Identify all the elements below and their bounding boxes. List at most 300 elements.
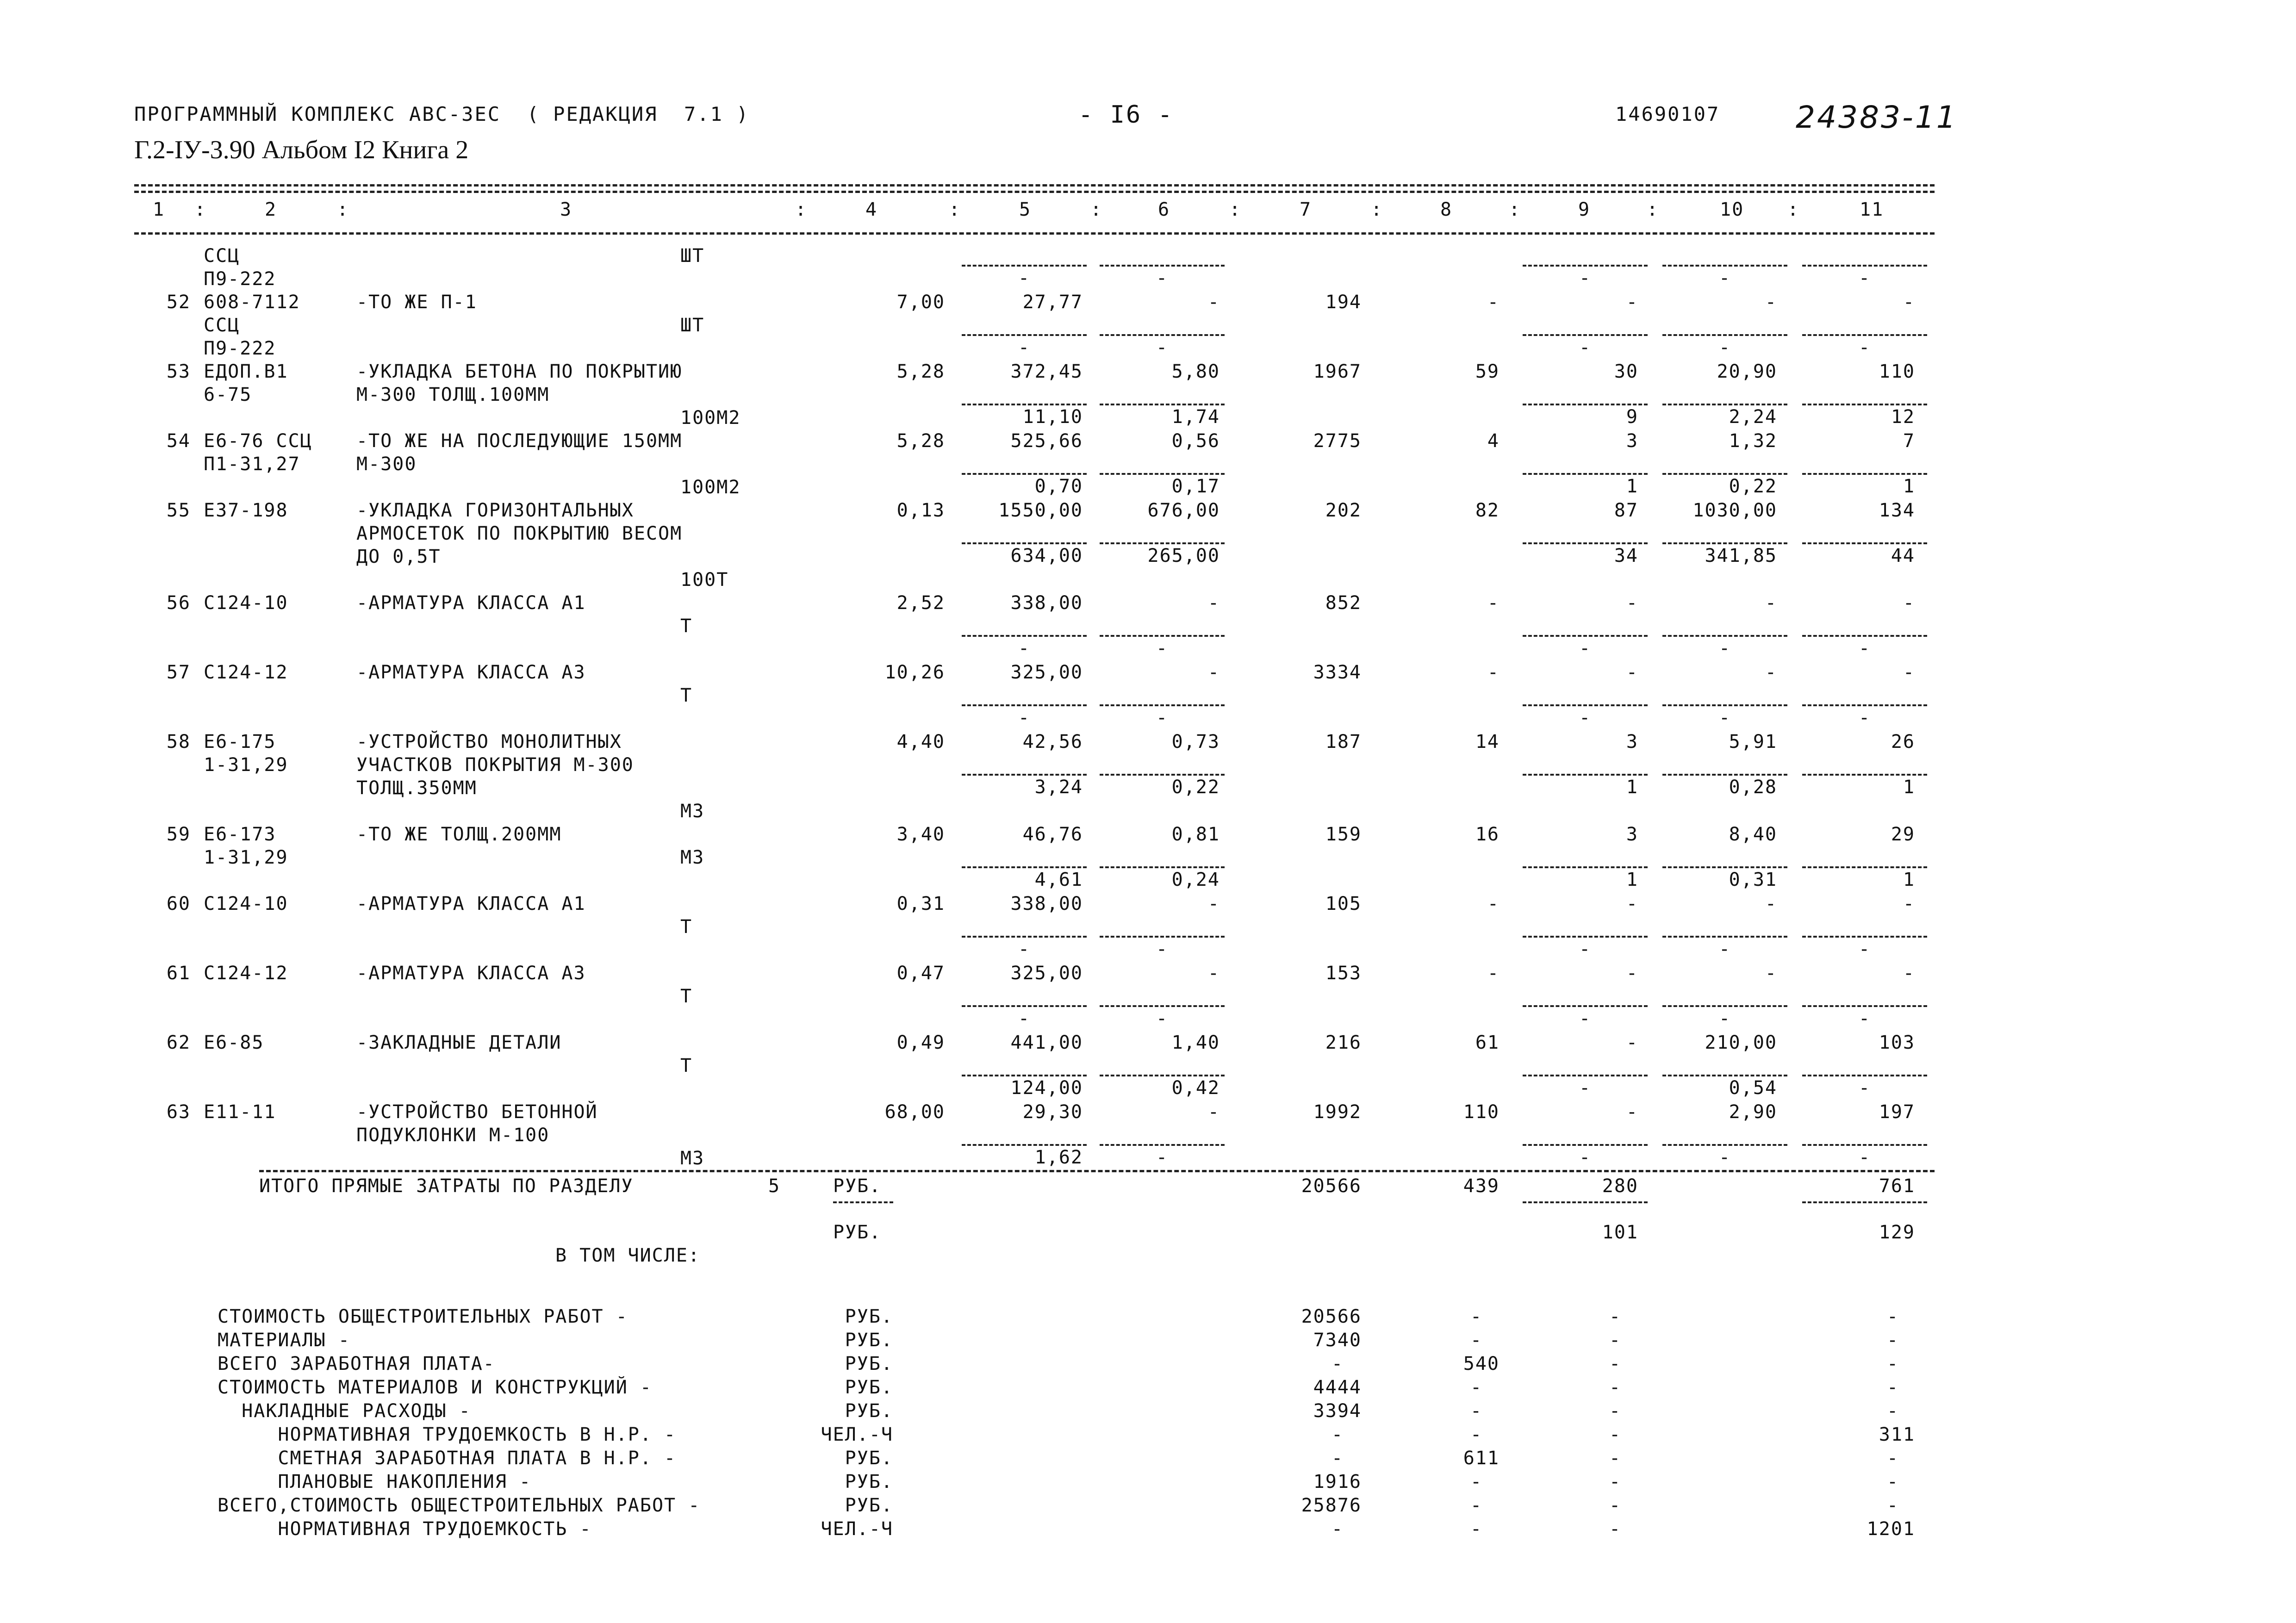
summary-c8: - bbox=[1470, 1495, 1483, 1516]
column-number-5: 5 bbox=[1019, 199, 1032, 220]
work-description: ТОЛЩ.350ММ bbox=[356, 777, 477, 799]
value-c9b: - bbox=[1579, 939, 1592, 960]
column-separator: : bbox=[1509, 199, 1521, 220]
value-c8: - bbox=[1487, 292, 1500, 313]
value-c11b: 1 bbox=[1903, 777, 1915, 798]
value-c5b: 11,10 bbox=[1022, 406, 1083, 428]
value-c9: - bbox=[1626, 1101, 1638, 1123]
value-c11b: - bbox=[1858, 707, 1871, 728]
summary-c7: - bbox=[1331, 1424, 1344, 1445]
value-c10: 8,40 bbox=[1729, 824, 1777, 845]
value-c7: 105 bbox=[1325, 893, 1362, 914]
value-c9b: - bbox=[1579, 1147, 1592, 1168]
work-description: -ТО ЖЕ НА ПОСЛЕДУЮЩИЕ 150ММ bbox=[356, 430, 683, 452]
summary-c7: 4444 bbox=[1313, 1377, 1362, 1398]
value-c5: 338,00 bbox=[1010, 893, 1083, 914]
value-c6b: - bbox=[1156, 939, 1169, 960]
summary-c11: - bbox=[1886, 1377, 1899, 1398]
unit-of-measure: 100Т bbox=[680, 569, 729, 591]
page-number: - I6 - bbox=[1078, 101, 1174, 129]
column-separator: : bbox=[949, 199, 961, 220]
work-description: -УСТРОЙСТВО МОНОЛИТНЫХ bbox=[356, 731, 622, 752]
value-c8: - bbox=[1487, 662, 1500, 683]
resource-code: Е6-76 ССЦ bbox=[204, 430, 312, 452]
value-c8: - bbox=[1487, 592, 1500, 614]
summary-c11: - bbox=[1886, 1330, 1899, 1351]
row-number: 54 bbox=[166, 430, 191, 452]
value-c7: 159 bbox=[1325, 824, 1362, 845]
column-separator: : bbox=[1787, 199, 1800, 220]
value-c10: - bbox=[1765, 592, 1777, 614]
resource-code: П1-31,27 bbox=[204, 454, 300, 475]
top-rule bbox=[134, 184, 1935, 187]
value-c10b: 2,24 bbox=[1729, 406, 1777, 428]
value-c9b: 1 bbox=[1626, 869, 1638, 890]
value-c6b: 0,24 bbox=[1171, 869, 1220, 890]
value-c10b: 0,54 bbox=[1729, 1077, 1777, 1099]
summary-label: ВСЕГО,СТОИМОСТЬ ОБЩЕСТРОИТЕЛЬНЫХ РАБОТ - bbox=[218, 1495, 701, 1516]
value-c6b: 0,42 bbox=[1171, 1077, 1220, 1099]
resource-code: С124-12 bbox=[204, 963, 288, 984]
summary-c11: - bbox=[1886, 1400, 1899, 1422]
value-c5: 46,76 bbox=[1022, 824, 1083, 845]
value-c10: 1030,00 bbox=[1692, 500, 1777, 521]
totals-rule bbox=[833, 1201, 893, 1203]
summary-c11: - bbox=[1886, 1471, 1899, 1492]
value-c10: - bbox=[1765, 893, 1777, 914]
column-separator: : bbox=[1647, 199, 1659, 220]
value-c11: 134 bbox=[1879, 500, 1915, 521]
column-number-1: 1 bbox=[153, 199, 165, 220]
value-c5: 1550,00 bbox=[998, 500, 1083, 521]
column-separator: : bbox=[1371, 199, 1383, 220]
value-c7: 3334 bbox=[1313, 662, 1362, 683]
value-c10: 210,00 bbox=[1705, 1032, 1777, 1053]
summary-c9: - bbox=[1609, 1424, 1622, 1445]
summary-label: СМЕТНАЯ ЗАРАБОТНАЯ ПЛАТА В Н.Р. - bbox=[218, 1448, 677, 1469]
value-c5b: 1,62 bbox=[1034, 1147, 1083, 1168]
value-c11: 103 bbox=[1879, 1032, 1915, 1053]
value-c5b: 0,70 bbox=[1034, 476, 1083, 497]
value-c10: - bbox=[1765, 963, 1777, 984]
summary-c11: - bbox=[1886, 1306, 1899, 1327]
value-c4: 0,13 bbox=[896, 500, 945, 521]
value-c8: - bbox=[1487, 893, 1500, 914]
value-c11b: 1 bbox=[1903, 476, 1915, 497]
row-number: 59 bbox=[166, 824, 191, 845]
resource-code: 1-31,29 bbox=[204, 847, 288, 868]
row-number: 62 bbox=[166, 1032, 191, 1053]
summary-label: НОРМАТИВНАЯ ТРУДОЕМКОСТЬ - bbox=[218, 1518, 592, 1540]
value-c5: 372,45 bbox=[1010, 361, 1083, 382]
value-c6: 0,73 bbox=[1171, 731, 1220, 752]
value-c4: 0,47 bbox=[896, 963, 945, 984]
row-number: 61 bbox=[166, 963, 191, 984]
value-c9: 3 bbox=[1626, 430, 1638, 452]
summary-unit: РУБ. bbox=[845, 1471, 893, 1492]
value-c10: 2,90 bbox=[1729, 1101, 1777, 1123]
value-c9: - bbox=[1626, 963, 1638, 984]
totals-label: ИТОГО ПРЯМЫЕ ЗАТРАТЫ ПО РАЗДЕЛУ bbox=[259, 1175, 634, 1197]
value-c5b: 634,00 bbox=[1010, 545, 1083, 566]
unit-of-measure: Т bbox=[680, 986, 693, 1007]
summary-c8: - bbox=[1470, 1518, 1483, 1540]
value-c9: 3 bbox=[1626, 731, 1638, 752]
summary-c9: - bbox=[1609, 1400, 1622, 1422]
value-c6: 0,56 bbox=[1171, 430, 1220, 452]
value-c11b: 1 bbox=[1903, 869, 1915, 890]
column-number-3: 3 bbox=[560, 199, 572, 220]
unit-of-measure: Т bbox=[680, 1055, 693, 1076]
album-subtitle: Г.2-IУ-3.90 Альбом I2 Книга 2 bbox=[134, 136, 469, 164]
summary-c9: - bbox=[1609, 1353, 1622, 1374]
summary-unit: РУБ. bbox=[845, 1353, 893, 1374]
value-c6b: - bbox=[1156, 1008, 1169, 1029]
value-c11: - bbox=[1903, 963, 1915, 984]
summary-c8: - bbox=[1470, 1377, 1483, 1398]
value-c9b: - bbox=[1579, 267, 1592, 289]
value-c11: - bbox=[1903, 893, 1915, 914]
summary-unit: РУБ. bbox=[845, 1330, 893, 1351]
summary-c9: - bbox=[1609, 1330, 1622, 1351]
resource-code: Е11-11 bbox=[204, 1101, 276, 1123]
work-description: М-300 bbox=[356, 454, 417, 475]
value-c4: 3,40 bbox=[896, 824, 945, 845]
column-separator: : bbox=[1229, 199, 1242, 220]
summary-unit: РУБ. bbox=[845, 1400, 893, 1422]
value-c4: 10,26 bbox=[884, 662, 945, 683]
value-c6: 676,00 bbox=[1147, 500, 1220, 521]
resource-code: С124-12 bbox=[204, 662, 288, 683]
value-c10b: - bbox=[1718, 267, 1731, 289]
value-c4: 0,31 bbox=[896, 893, 945, 914]
summary-c7: 20566 bbox=[1301, 1306, 1362, 1327]
summary-c7: 3394 bbox=[1313, 1400, 1362, 1422]
row-number: 56 bbox=[166, 592, 191, 614]
totals-rule bbox=[1802, 1201, 1927, 1203]
summary-c11: - bbox=[1886, 1448, 1899, 1469]
value-c6: - bbox=[1207, 662, 1220, 683]
value-c11b: - bbox=[1858, 1077, 1871, 1099]
value-c9: - bbox=[1626, 592, 1638, 614]
value-c5: 27,77 bbox=[1022, 292, 1083, 313]
row-number: 53 bbox=[166, 361, 191, 382]
summary-unit: ЧЕЛ.-Ч bbox=[821, 1424, 893, 1445]
summary-c8: - bbox=[1470, 1330, 1483, 1351]
value-c8: 14 bbox=[1475, 731, 1500, 752]
value-c6b: - bbox=[1156, 707, 1169, 728]
value-c10: 1,32 bbox=[1729, 430, 1777, 452]
including-heading: В ТОМ ЧИСЛЕ: bbox=[555, 1245, 700, 1266]
value-c5b: - bbox=[1018, 337, 1031, 358]
work-description: ДО 0,5Т bbox=[356, 546, 441, 567]
row-number: 55 bbox=[166, 500, 191, 521]
work-description: -УКЛАДКА БЕТОНА ПО ПОКРЫТИЮ bbox=[356, 361, 683, 382]
column-separator: : bbox=[194, 199, 207, 220]
value-c5b: - bbox=[1018, 1008, 1031, 1029]
value-c6: 0,81 bbox=[1171, 824, 1220, 845]
value-c5: 338,00 bbox=[1010, 592, 1083, 614]
summary-c8: - bbox=[1470, 1424, 1483, 1445]
value-c11b: - bbox=[1858, 267, 1871, 289]
totals-c9: 280 bbox=[1602, 1175, 1638, 1197]
value-c6: - bbox=[1207, 893, 1220, 914]
value-c11: - bbox=[1903, 592, 1915, 614]
value-c6: - bbox=[1207, 592, 1220, 614]
work-description: -ЗАКЛАДНЫЕ ДЕТАЛИ bbox=[356, 1032, 562, 1053]
value-c9: 3 bbox=[1626, 824, 1638, 845]
value-c9: - bbox=[1626, 662, 1638, 683]
summary-c11: 1201 bbox=[1867, 1518, 1915, 1540]
value-c9: 30 bbox=[1614, 361, 1638, 382]
summary-c7: - bbox=[1331, 1353, 1344, 1374]
summary-label: СТОИМОСТЬ ОБЩЕСТРОИТЕЛЬНЫХ РАБОТ - bbox=[218, 1306, 628, 1327]
handwritten-number: 24383-11 bbox=[1796, 99, 1958, 135]
unit-of-measure: 100М2 bbox=[680, 477, 741, 498]
value-c11b: - bbox=[1858, 337, 1871, 358]
value-c9b: - bbox=[1579, 638, 1592, 659]
value-c7: 1967 bbox=[1313, 361, 1362, 382]
work-description: М-300 ТОЛЩ.100ММ bbox=[356, 384, 550, 405]
value-c8: 110 bbox=[1463, 1101, 1500, 1123]
value-c5b: - bbox=[1018, 939, 1031, 960]
summary-c7: 25876 bbox=[1301, 1495, 1362, 1516]
value-c11: 29 bbox=[1891, 824, 1915, 845]
summary-c7: - bbox=[1331, 1518, 1344, 1540]
value-c10b: - bbox=[1718, 1008, 1731, 1029]
work-description: -АРМАТУРА КЛАССА А3 bbox=[356, 662, 586, 683]
value-c10: - bbox=[1765, 662, 1777, 683]
value-c9: - bbox=[1626, 893, 1638, 914]
column-number-8: 8 bbox=[1440, 199, 1453, 220]
value-c4: 7,00 bbox=[896, 292, 945, 313]
summary-unit: РУБ. bbox=[845, 1377, 893, 1398]
document-code: 14690107 bbox=[1615, 103, 1720, 125]
unit-of-measure: М3 bbox=[680, 1148, 705, 1169]
work-description: -ТО ЖЕ П-1 bbox=[356, 292, 477, 313]
value-c6: - bbox=[1207, 292, 1220, 313]
summary-c9: - bbox=[1609, 1377, 1622, 1398]
value-c5: 325,00 bbox=[1010, 662, 1083, 683]
value-c11: 7 bbox=[1903, 430, 1915, 452]
row-number: 63 bbox=[166, 1101, 191, 1123]
resource-code: Е6-85 bbox=[204, 1032, 264, 1053]
summary-unit: РУБ. bbox=[845, 1448, 893, 1469]
value-c6b: - bbox=[1156, 1147, 1169, 1168]
summary-c8: - bbox=[1470, 1471, 1483, 1492]
value-c8: 59 bbox=[1475, 361, 1500, 382]
value-c7: 1992 bbox=[1313, 1101, 1362, 1123]
unit-of-measure: М3 bbox=[680, 801, 705, 822]
work-description: -АРМАТУРА КЛАССА А3 bbox=[356, 963, 586, 984]
value-c7: 194 bbox=[1325, 292, 1362, 313]
summary-unit: РУБ. bbox=[845, 1306, 893, 1327]
value-c6b: 1,74 bbox=[1171, 406, 1220, 428]
value-c9b: - bbox=[1579, 1077, 1592, 1099]
summary-label: НАКЛАДНЫЕ РАСХОДЫ - bbox=[218, 1400, 471, 1422]
work-description: -АРМАТУРА КЛАССА А1 bbox=[356, 893, 586, 914]
value-c10: 5,91 bbox=[1729, 731, 1777, 752]
value-c5: 325,00 bbox=[1010, 963, 1083, 984]
totals-c9b: 101 bbox=[1602, 1222, 1638, 1243]
summary-c8: - bbox=[1470, 1400, 1483, 1422]
summary-c9: - bbox=[1609, 1495, 1622, 1516]
value-c10b: - bbox=[1718, 939, 1731, 960]
value-c11b: - bbox=[1858, 1008, 1871, 1029]
value-c4: 5,28 bbox=[896, 361, 945, 382]
summary-c11: 311 bbox=[1879, 1424, 1915, 1445]
summary-unit: РУБ. bbox=[845, 1495, 893, 1516]
unit-of-measure: 100М2 bbox=[680, 407, 741, 429]
section-number: 5 bbox=[768, 1175, 781, 1197]
resource-code: ССЦ bbox=[204, 245, 240, 267]
summary-label: ПЛАНОВЫЕ НАКОПЛЕНИЯ - bbox=[218, 1471, 532, 1492]
resource-code: 1-31,29 bbox=[204, 754, 288, 776]
value-c11b: - bbox=[1858, 1147, 1871, 1168]
value-c7: 852 bbox=[1325, 592, 1362, 614]
resource-code: П9-222 bbox=[204, 338, 276, 359]
value-c11: - bbox=[1903, 662, 1915, 683]
value-c11: 197 bbox=[1879, 1101, 1915, 1123]
value-c5b: - bbox=[1018, 707, 1031, 728]
value-c11b: 44 bbox=[1891, 545, 1915, 566]
work-description: АРМОСЕТОК ПО ПОКРЫТИЮ ВЕСОМ bbox=[356, 523, 683, 544]
value-c6b: 265,00 bbox=[1147, 545, 1220, 566]
value-c8: - bbox=[1487, 963, 1500, 984]
value-c10b: 341,85 bbox=[1705, 545, 1777, 566]
column-number-6: 6 bbox=[1158, 199, 1170, 220]
value-c6: 5,80 bbox=[1171, 361, 1220, 382]
value-c8: 4 bbox=[1487, 430, 1500, 452]
totals-c8: 439 bbox=[1463, 1175, 1500, 1197]
value-c10b: - bbox=[1718, 638, 1731, 659]
value-c10b: - bbox=[1718, 337, 1731, 358]
value-c5b: 124,00 bbox=[1010, 1077, 1083, 1099]
summary-label: СТОИМОСТЬ МАТЕРИАЛОВ И КОНСТРУКЦИЙ - bbox=[218, 1377, 652, 1398]
value-c11b: - bbox=[1858, 638, 1871, 659]
value-c9b: 9 bbox=[1626, 406, 1638, 428]
row-number: 52 bbox=[166, 292, 191, 313]
value-c4: 2,52 bbox=[896, 592, 945, 614]
value-c6: 1,40 bbox=[1171, 1032, 1220, 1053]
unit-of-measure: Т bbox=[680, 916, 693, 938]
top-rule-2 bbox=[134, 191, 1935, 193]
value-c9b: 1 bbox=[1626, 777, 1638, 798]
value-c7: 202 bbox=[1325, 500, 1362, 521]
column-separator: : bbox=[795, 199, 808, 220]
unit-of-measure: ШТ bbox=[680, 315, 705, 336]
value-c9: - bbox=[1626, 1032, 1638, 1053]
value-c7: 216 bbox=[1325, 1032, 1362, 1053]
work-description: УЧАСТКОВ ПОКРЫТИЯ М-300 bbox=[356, 754, 634, 776]
summary-c9: - bbox=[1609, 1518, 1622, 1540]
value-c5b: - bbox=[1018, 267, 1031, 289]
value-c8: 16 bbox=[1475, 824, 1500, 845]
column-number-10: 10 bbox=[1720, 199, 1744, 220]
totals-c11: 761 bbox=[1879, 1175, 1915, 1197]
summary-c8: 540 bbox=[1463, 1353, 1500, 1374]
summary-c9: - bbox=[1609, 1306, 1622, 1327]
value-c10b: 0,28 bbox=[1729, 777, 1777, 798]
value-c5: 525,66 bbox=[1010, 430, 1083, 452]
column-separator: : bbox=[1090, 199, 1103, 220]
value-c9b: - bbox=[1579, 337, 1592, 358]
value-c5b: 3,24 bbox=[1034, 777, 1083, 798]
summary-c11: - bbox=[1886, 1495, 1899, 1516]
totals-unit-2: РУБ. bbox=[833, 1222, 882, 1243]
work-description: -АРМАТУРА КЛАССА А1 bbox=[356, 592, 586, 614]
value-c4: 0,49 bbox=[896, 1032, 945, 1053]
resource-code: ЕДОП.В1 bbox=[204, 361, 288, 382]
program-header: ПРОГРАММНЫЙ КОМПЛЕКС АВС-3ЕС ( РЕДАКЦИЯ 7.1 ) bbox=[134, 103, 750, 125]
unit-of-measure: ШТ bbox=[680, 245, 705, 267]
summary-c7: 1916 bbox=[1313, 1471, 1362, 1492]
value-c4: 5,28 bbox=[896, 430, 945, 452]
column-number-9: 9 bbox=[1578, 199, 1591, 220]
row-number: 60 bbox=[166, 893, 191, 914]
unit-of-measure: Т bbox=[680, 616, 693, 637]
resource-code: С124-10 bbox=[204, 592, 288, 614]
value-c5: 29,30 bbox=[1022, 1101, 1083, 1123]
summary-c9: - bbox=[1609, 1448, 1622, 1469]
value-c11b: 12 bbox=[1891, 406, 1915, 428]
resource-code: Е6-175 bbox=[204, 731, 276, 752]
summary-unit: ЧЕЛ.-Ч bbox=[821, 1518, 893, 1540]
value-c9b: - bbox=[1579, 1008, 1592, 1029]
value-c7: 2775 bbox=[1313, 430, 1362, 452]
totals-c11b: 129 bbox=[1879, 1222, 1915, 1243]
value-c5b: - bbox=[1018, 638, 1031, 659]
summary-label: ВСЕГО ЗАРАБОТНАЯ ПЛАТА- bbox=[218, 1353, 495, 1374]
summary-c8: 611 bbox=[1463, 1448, 1500, 1469]
value-c11: 110 bbox=[1879, 361, 1915, 382]
totals-rule bbox=[1523, 1201, 1648, 1203]
value-c9b: 34 bbox=[1614, 545, 1638, 566]
totals-unit: РУБ. bbox=[833, 1175, 882, 1197]
value-c5b: 4,61 bbox=[1034, 869, 1083, 890]
summary-c9: - bbox=[1609, 1471, 1622, 1492]
value-c10: - bbox=[1765, 292, 1777, 313]
value-c10b: 0,22 bbox=[1729, 476, 1777, 497]
column-number-4: 4 bbox=[865, 199, 878, 220]
summary-c11: - bbox=[1886, 1353, 1899, 1374]
work-description: ПОДУКЛОНКИ М-100 bbox=[356, 1125, 550, 1146]
resource-code: Е37-198 bbox=[204, 500, 288, 521]
value-c9b: - bbox=[1579, 707, 1592, 728]
value-c6b: - bbox=[1156, 337, 1169, 358]
value-c8: 61 bbox=[1475, 1032, 1500, 1053]
row-number: 58 bbox=[166, 731, 191, 752]
value-c6: - bbox=[1207, 963, 1220, 984]
value-c7: 153 bbox=[1325, 963, 1362, 984]
value-c10: 20,90 bbox=[1717, 361, 1777, 382]
value-c7: 187 bbox=[1325, 731, 1362, 752]
value-c9: 87 bbox=[1614, 500, 1638, 521]
work-description: -ТО ЖЕ ТОЛЩ.200ММ bbox=[356, 824, 562, 845]
resource-code: С124-10 bbox=[204, 893, 288, 914]
value-c11: - bbox=[1903, 292, 1915, 313]
work-description: -УКЛАДКА ГОРИЗОНТАЛЬНЫХ bbox=[356, 500, 634, 521]
work-description: -УСТРОЙСТВО БЕТОННОЙ bbox=[356, 1101, 598, 1123]
value-c10b: 0,31 bbox=[1729, 869, 1777, 890]
summary-c7: - bbox=[1331, 1448, 1344, 1469]
value-c10b: - bbox=[1718, 707, 1731, 728]
summary-label: МАТЕРИАЛЫ - bbox=[218, 1330, 350, 1351]
value-c4: 68,00 bbox=[884, 1101, 945, 1123]
value-c6: - bbox=[1207, 1101, 1220, 1123]
unit-of-measure: М3 bbox=[680, 847, 705, 868]
value-c5: 42,56 bbox=[1022, 731, 1083, 752]
